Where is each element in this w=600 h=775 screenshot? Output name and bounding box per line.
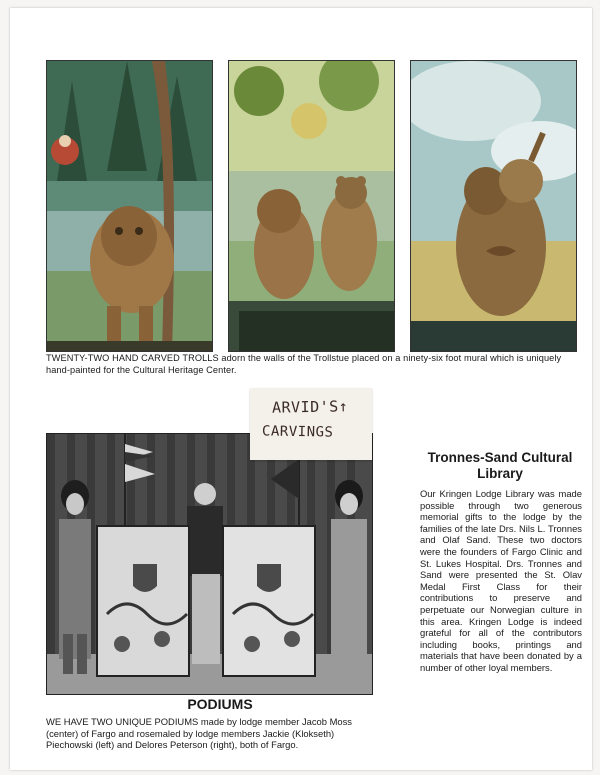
podiums-caption bbox=[46, 716, 376, 751]
trolls-caption-lead: TWENTY-TWO HAND CARVED TROLLS bbox=[46, 353, 219, 363]
library-body: Our Kringen Lodge Library was made possible through two generous memorial gifts to the lodge by the families of the late Drs. Nils L. Tronnes and Olaf Sand. These two doctors were the founders of Fargo Clinic and St. Lukes Hospital. Drs. Tronnes and Sand were presented the St. Olav Medal First Class for their contributions to preserve and perpetuate our Norwegian culture in this area. Kringen Lodge is indeed grateful for all of the contributors including books, printings and materials that have been donated by a number of other loyal members. bbox=[420, 488, 582, 673]
podiums-title: PODIUMS bbox=[187, 696, 253, 712]
trolls-caption bbox=[46, 352, 576, 376]
handwritten-note-line-2: CARVINGS bbox=[261, 423, 334, 441]
troll-carving-photo-1 bbox=[46, 60, 213, 352]
podiums-caption-text: made by lodge member Jacob Moss (center) of Fargo and rosemaled by lodge members Jackie (Klokseth) Piechowski (left) and Delores Peterson (right), both of Fargo. bbox=[46, 716, 352, 751]
document-page bbox=[10, 8, 592, 770]
troll-carving-photo-2 bbox=[228, 60, 395, 352]
handwritten-note bbox=[250, 388, 372, 460]
podiums-photo bbox=[46, 433, 373, 695]
library-title: Tronnes-Sand Cultural Library bbox=[427, 450, 573, 481]
trolls-caption-text: adorn the walls of the Trollstue placed on a ninety-six foot mural which is uniquely hand-painted for the Cultural Heritage Center. bbox=[46, 353, 562, 375]
podiums-caption-lead: WE HAVE TWO UNIQUE PODIUMS bbox=[46, 716, 199, 727]
troll-carving-photo-3 bbox=[410, 60, 577, 352]
handwritten-note-line-1: ARVID'S↑ bbox=[271, 397, 349, 417]
